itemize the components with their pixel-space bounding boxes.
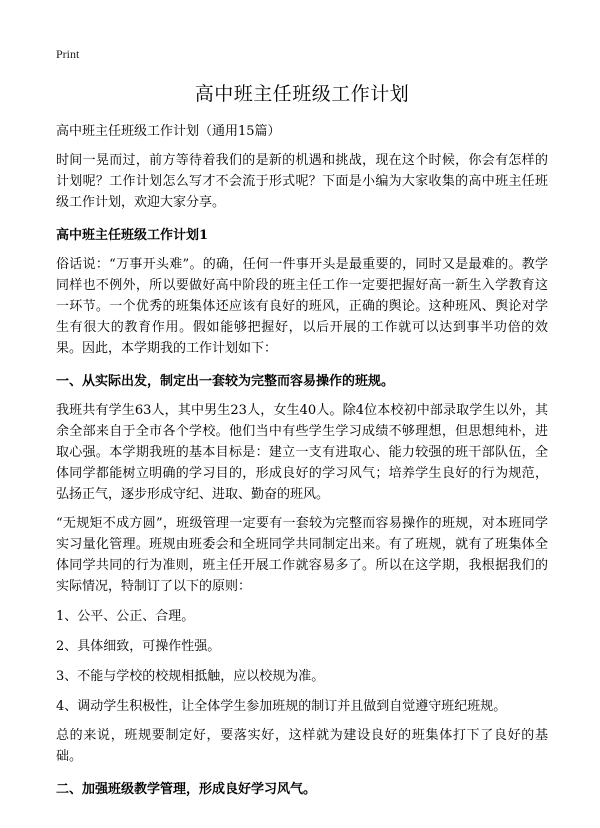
- list-item: 2、具体细致，可操作性强。: [56, 639, 221, 654]
- subsection-heading-1: 一、从实际出发，制定出一套较为完整而容易操作的班规。: [56, 374, 395, 389]
- section-paragraph-2: 我班共有学生63人，其中男生23人，女生40人。除4位本校初中部录取学生以外，其余全部来自于全市各个学校。他们当中有些学生学习成绩不够理想，但思想纯朴，进取心强。本学期我班的基本目标是：建立一支有进取心、能力较强的班干部队伍，全体同学都能树立明确的学习目的，形成良好的学习风气；培养学生良好的行为规范，弘扬正气，逐步形成守纪、进取、勤奋的班风。: [56, 403, 548, 502]
- subsection-heading-2: 二、加强班级教学管理，形成良好学习风气。: [56, 782, 317, 797]
- section-paragraph-3: “无规矩不成方圆”，班级管理一定要有一套较为完整而容易操作的班规，对本班同学实习量化管理。班规由班委会和全班同学共同制定出来。有了班规，就有了班集体全体同学共同的行为准则，班主任开展工作就容易多了。所以在这学期，我根据我们的实际情况，特制订了以下的原则：: [56, 516, 548, 594]
- section-paragraph-1: 俗话说：“万事开头难”。的确，任何一件事开头是最重要的，同时又是最难的。教学同样也不例外，所以要做好高中阶段的班主任工作一定要把握好高一新生入学教育这一环节。一个优秀的班集体还应该有良好的班风，正确的舆论。这种班风、舆论对学生有很大的教育作用。假如能够把握好，以后开展的工作就可以达到事半功倍的效果。因此，本学期我的工作计划如下：: [56, 257, 548, 356]
- document-title: 高中班主任班级工作计划: [194, 83, 410, 105]
- document-subtitle: 高中班主任班级工作计划（通用15篇）: [56, 124, 281, 139]
- section-heading: 高中班主任班级工作计划1: [56, 228, 209, 243]
- print-label[interactable]: Print: [56, 47, 80, 61]
- list-item: 1、公平、公正、合理。: [56, 609, 195, 624]
- section-paragraph-4: 总的来说，班规要制定好，要落实好，这样就为建设良好的班集体打下了良好的基础。: [56, 728, 548, 764]
- list-item: 4、调动学生积极性，让全体学生参加班规的制订并且做到自觉遵守班纪班规。: [56, 699, 507, 714]
- list-item: 3、不能与学校的校规相抵触，应以校规为准。: [56, 669, 325, 684]
- intro-paragraph: 时间一晃而过，前方等待着我们的是新的机遇和挑战，现在这个时候，你会有怎样的计划呢？工作计划怎么写才不会流于形式呢？下面是小编为大家收集的高中班主任班级工作计划，欢迎大家分享。: [56, 153, 548, 210]
